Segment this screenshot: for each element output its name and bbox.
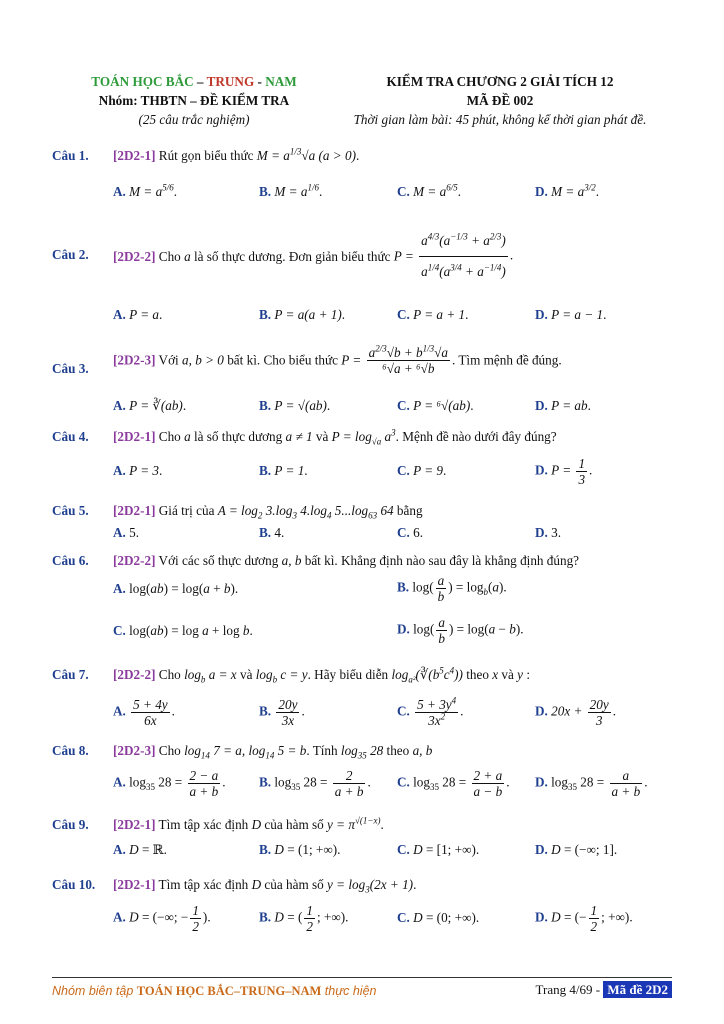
question-8-number: Câu 8.: [52, 743, 89, 758]
q8-stem-1: Cho: [158, 743, 181, 758]
q1-option-a[interactable]: A. $M = a^{5/6}$.: [113, 182, 178, 199]
q9-tag: [2D2-1]: [113, 817, 156, 832]
question-5-text: [2D2-1] Giá trị của $A = \log_2 3.\log_3$ $4.\log_4$ $5...\log_{63}$ 64 bằng: [113, 503, 423, 521]
q6-option-b[interactable]: B. log( $\frac{a}{b}$ ) = $\log_b(a)$.: [397, 573, 507, 604]
q2-option-a[interactable]: A. P = a.: [113, 307, 163, 322]
opt-label: A.: [113, 398, 126, 413]
q9-stem-2: của hàm số: [264, 817, 324, 832]
opt-label: A.: [113, 307, 126, 322]
q6-tag: [2D2-2]: [113, 553, 156, 568]
q3-option-d[interactable]: D. P = ab.: [535, 398, 591, 413]
opt-label: D.: [535, 703, 548, 719]
time-note: Thời gian làm bài: 45 phút, không kể thời gian phát đề.: [353, 112, 647, 127]
q2-stem-2: là số thực dương. Đơn giản biểu thức: [193, 248, 391, 264]
question-6-text: [2D2-2] Với các số thực dương a, b bất kì. Khẳng định nào sau đây là khẳng định đúng?: [113, 553, 580, 568]
q7-tag: [2D2-2]: [113, 667, 156, 682]
opt-label: D.: [535, 774, 548, 790]
opt-label: A.: [113, 581, 126, 596]
org-sep-1: –: [193, 74, 207, 89]
q3-option-c[interactable]: C. P = ⁶√(ab).: [397, 398, 474, 413]
q4-stem-1: Cho: [158, 429, 181, 444]
q6-option-a[interactable]: A. log(ab) = log(a + b).: [113, 581, 239, 596]
question-10-text: [2D2-1] Tìm tập xác định D của hàm số $y = \log_3(2x + 1)$.: [113, 877, 417, 895]
q4-stem-2: là số thực dương: [193, 429, 283, 444]
q5-option-a[interactable]: A. 5.: [113, 525, 140, 540]
q10-option-d[interactable]: D. D = (− $\frac{1}{2}$ ; +∞).: [535, 903, 633, 934]
q5-option-c[interactable]: C. 6.: [397, 525, 424, 540]
q7-option-b[interactable]: B. $\frac{20y}{3x}$ .: [259, 697, 305, 728]
q6-option-d[interactable]: D. log( $\frac{a}{b}$ ) = log(a − b).: [397, 615, 524, 646]
footer-page-info: [536, 982, 672, 998]
org-sep-2: -: [254, 74, 266, 89]
question-1-text: [2D2-1] Rút gọn biểu thức $M = a^{1/3}√a$ (a > 0).: [113, 146, 360, 163]
question-7-text: [2D2-2] Cho $\log_b a = x$ và $\log_b c = y$. Hãy biểu diễn $\log_{a^2}(∛(b^5c^4))$ theo x và y :: [113, 665, 530, 685]
q1-option-c[interactable]: C. $M = a^{6/5}$.: [397, 182, 462, 199]
q4-stem-4: . Mệnh đề nào dưới đây đúng?: [395, 429, 557, 444]
footer-credit: [52, 984, 376, 999]
opt-label: B.: [259, 525, 272, 540]
q8-option-d[interactable]: D. $\log_{35} 28$ = $\frac{a}{a + b}$ .: [535, 768, 648, 799]
q8-option-a[interactable]: A. $\log_{35} 28$ = $\frac{2 - a}{a + b}$ .: [113, 768, 226, 799]
q2-stem-1: Cho: [158, 248, 181, 264]
question-3-text: [2D2-3] Với a, b > 0 bất kì. Cho biểu thức P = $\frac{a^{2/3}√b + b^{1/3}√a}{\text{⁶√a + ⁶√b}}$ . Tìm mệnh đề đúng.: [113, 343, 562, 376]
opt-label: C.: [397, 184, 410, 199]
question-9-text: [2D2-1] Tìm tập xác định D của hàm số $y = \pi^{√(1-x)}$.: [113, 815, 384, 832]
header-left: [58, 72, 330, 129]
opt-label: B.: [259, 307, 272, 322]
q5-b-value: 4: [274, 525, 281, 540]
q4-option-b[interactable]: B. P = 1.: [259, 463, 308, 478]
opt-label: C.: [397, 842, 410, 857]
q8-stem-3: theo: [386, 743, 410, 758]
opt-label: B.: [259, 703, 272, 719]
question-2-text: [2D2-2] Cho a là số thực dương. Đơn giản biểu thức P = $\frac{a^{4/3}(a^{-1/3} + a^{2/3})}{a^{1/4}(a^{3/4} + a^{-1/4})}$ .: [113, 226, 513, 287]
q5-d-value: 3: [551, 525, 558, 540]
q5-stem-2: bằng: [396, 503, 423, 518]
q7-stem-4: theo: [466, 667, 489, 682]
opt-label: A.: [113, 774, 126, 790]
q1-option-d[interactable]: D. $M = a^{3/2}$.: [535, 182, 600, 199]
opt-label: D.: [535, 842, 548, 857]
opt-label: D.: [397, 621, 410, 637]
opt-label: B.: [397, 579, 410, 595]
q1-option-b[interactable]: B. $M = a^{1/6}$.: [259, 182, 323, 199]
q10-stem-2: của hàm số: [264, 877, 324, 892]
opt-label: D.: [535, 307, 548, 322]
question-2-number: Câu 2.: [52, 247, 89, 262]
footer-divider: [52, 977, 672, 978]
opt-label: A.: [113, 184, 126, 199]
q5-option-d[interactable]: D. 3.: [535, 525, 562, 540]
q5-c-value: 6: [413, 525, 420, 540]
question-3-number: Câu 3.: [52, 361, 89, 376]
q7-stem-3: . Hãy biểu diễn: [307, 667, 389, 682]
opt-label: C.: [397, 703, 410, 719]
q5-tag: [2D2-1]: [113, 503, 156, 518]
q4-option-a[interactable]: A. P = 3.: [113, 463, 163, 478]
q8-option-b[interactable]: B. $\log_{35} 28$ = $\frac{2}{a + b}$ .: [259, 768, 371, 799]
q3-tag: [2D2-3]: [113, 352, 156, 368]
q10-option-a[interactable]: A. D = (−∞; − $\frac{1}{2}$ ).: [113, 903, 211, 934]
q8-option-c[interactable]: C. $\log_{35} 28$ = $\frac{2 + a}{a - b}$ .: [397, 768, 510, 799]
opt-label: A.: [113, 703, 126, 719]
group-line: Nhóm: THBTN – ĐỀ KIỂM TRA: [98, 93, 290, 108]
question-1-number: Câu 1.: [52, 148, 89, 163]
q7-stem-5: và: [501, 667, 514, 682]
q5-stem-1: Giá trị của: [158, 503, 215, 518]
q8-tag: [2D2-3]: [113, 743, 156, 758]
question-4-text: [2D2-1] Cho a là số thực dương a ≠ 1 và $P = \log_{√a} a^3$. Mệnh đề nào dưới đây đúng?: [113, 427, 557, 447]
q7-stem-1: Cho: [158, 667, 181, 682]
org-part-2: TRUNG: [206, 74, 255, 89]
exam-code: MÃ ĐỀ 002: [466, 93, 534, 108]
opt-label: D.: [535, 184, 548, 199]
question-4-number: Câu 4.: [52, 429, 89, 444]
question-5-number: Câu 5.: [52, 503, 89, 518]
opt-label: B.: [259, 398, 272, 413]
opt-label: A.: [113, 909, 126, 925]
exam-code-badge: Mã đề 2D2: [603, 981, 672, 998]
q1-stem: Rút gọn biểu thức: [158, 148, 254, 163]
q3-option-b[interactable]: B. P = √(ab).: [259, 398, 331, 413]
q9-option-c[interactable]: C. D = [1; +∞).: [397, 842, 480, 857]
q6-option-c[interactable]: C. log(ab) = log a + log b.: [113, 623, 253, 638]
q7-option-a[interactable]: A. $\frac{5 + 4y}{6x}$ .: [113, 697, 175, 728]
q10-stem-1: Tìm tập xác định: [158, 877, 249, 892]
question-9-number: Câu 9.: [52, 817, 89, 832]
q7-option-c[interactable]: C. $\frac{5 + 3y^4}{3x^2}$ .: [397, 695, 464, 728]
q6-stem-2: bất kì. Khẳng định nào sau đây là khẳng định đúng?: [304, 553, 580, 568]
q10-option-b[interactable]: B. D = ( $\frac{1}{2}$ ; +∞).: [259, 903, 349, 934]
q4-tag: [2D2-1]: [113, 429, 156, 444]
opt-label: A.: [113, 525, 126, 540]
opt-label: B.: [259, 842, 272, 857]
q2-tag: [2D2-2]: [113, 248, 156, 264]
header-right: [330, 72, 670, 129]
opt-label: C.: [397, 307, 410, 322]
opt-label: D.: [535, 462, 548, 478]
q9-option-d[interactable]: D. D = (−∞; 1].: [535, 842, 618, 857]
q5-a-value: 5: [129, 525, 136, 540]
q3-fraction: $\frac{a^{2/3}√b + b^{1/3}√a}{\text{⁶√a + ⁶√b}}$: [368, 343, 448, 376]
opt-label: C.: [397, 398, 410, 413]
exam-title: KIỂM TRA CHƯƠNG 2 GIẢI TÍCH 12: [386, 74, 614, 89]
q9-stem-1: Tìm tập xác định: [158, 817, 249, 832]
page-number: Trang 4/69 -: [535, 982, 601, 997]
question-7-number: Câu 7.: [52, 667, 89, 682]
q2-option-d[interactable]: D. P = a − 1.: [535, 307, 607, 322]
org-part-1: TOÁN HỌC BẮC: [91, 74, 194, 89]
opt-label: D.: [535, 909, 548, 925]
opt-label: D.: [535, 525, 548, 540]
q5-option-b[interactable]: B. 4.: [259, 525, 285, 540]
opt-label: A.: [113, 842, 126, 857]
org-line: [58, 72, 330, 91]
q7-option-d[interactable]: D. 20x + $\frac{20y}{3}$ .: [535, 697, 617, 728]
q4-option-d[interactable]: D. P = $\frac{1}{3}$ .: [535, 456, 593, 487]
q9-option-b[interactable]: B. D = (1; +∞).: [259, 842, 341, 857]
q2-option-c[interactable]: C. P = a + 1.: [397, 307, 469, 322]
opt-label: C.: [113, 623, 126, 638]
opt-label: B.: [259, 184, 272, 199]
opt-label: B.: [259, 909, 272, 925]
q3-stem-2: bất kì. Cho biểu thức: [227, 352, 338, 368]
q2-option-b[interactable]: B. P = a(a + 1).: [259, 307, 346, 322]
question-10-number: Câu 10.: [52, 877, 96, 892]
org-part-3: NAM: [265, 74, 297, 89]
opt-label: A.: [113, 463, 126, 478]
q10-tag: [2D2-1]: [113, 877, 156, 892]
q7-stem-2: và: [239, 667, 253, 682]
q10-option-c[interactable]: C. D = (0; +∞).: [397, 910, 480, 925]
q3-stem-3: . Tìm mệnh đề đúng.: [452, 352, 562, 368]
footer-credit-org: TOÁN HỌC BẮC–TRUNG–NAM: [136, 984, 322, 998]
footer-credit-pre: Nhóm biên tập: [52, 984, 134, 998]
q2-fraction: $\frac{a^{4/3}(a^{-1/3} + a^{2/3})}{a^{1/4}(a^{3/4} + a^{-1/4})}$: [419, 226, 508, 287]
q6-stem-1: Với các số thực dương: [158, 553, 279, 568]
opt-label: C.: [397, 910, 410, 925]
q4-stem-3: và: [315, 429, 329, 444]
opt-label: B.: [259, 463, 272, 478]
q8-stem-2: . Tính: [306, 743, 338, 758]
q9-option-a[interactable]: A. D = ℝ.: [113, 842, 167, 857]
question-6-number: Câu 6.: [52, 553, 89, 568]
opt-label: B.: [259, 774, 272, 790]
q1-tail: .: [355, 148, 360, 163]
question-8-text: [2D2-3] Cho $\log_{14} 7 = a$, $\log_{14} 5 = b$. Tính $\log_{35} 28$ theo a, b: [113, 743, 433, 761]
q3-option-a[interactable]: A. P = ∛(ab).: [113, 398, 187, 413]
count-line: (25 câu trắc nghiệm): [138, 112, 250, 127]
q3-stem-1: Với: [158, 352, 179, 368]
footer-credit-post: thực hiện: [324, 984, 377, 998]
q1-tag: [2D2-1]: [113, 148, 156, 163]
opt-label: C.: [397, 525, 410, 540]
q4-option-c[interactable]: C. P = 9.: [397, 463, 447, 478]
opt-label: C.: [397, 463, 410, 478]
opt-label: D.: [535, 398, 548, 413]
opt-label: C.: [397, 774, 410, 790]
